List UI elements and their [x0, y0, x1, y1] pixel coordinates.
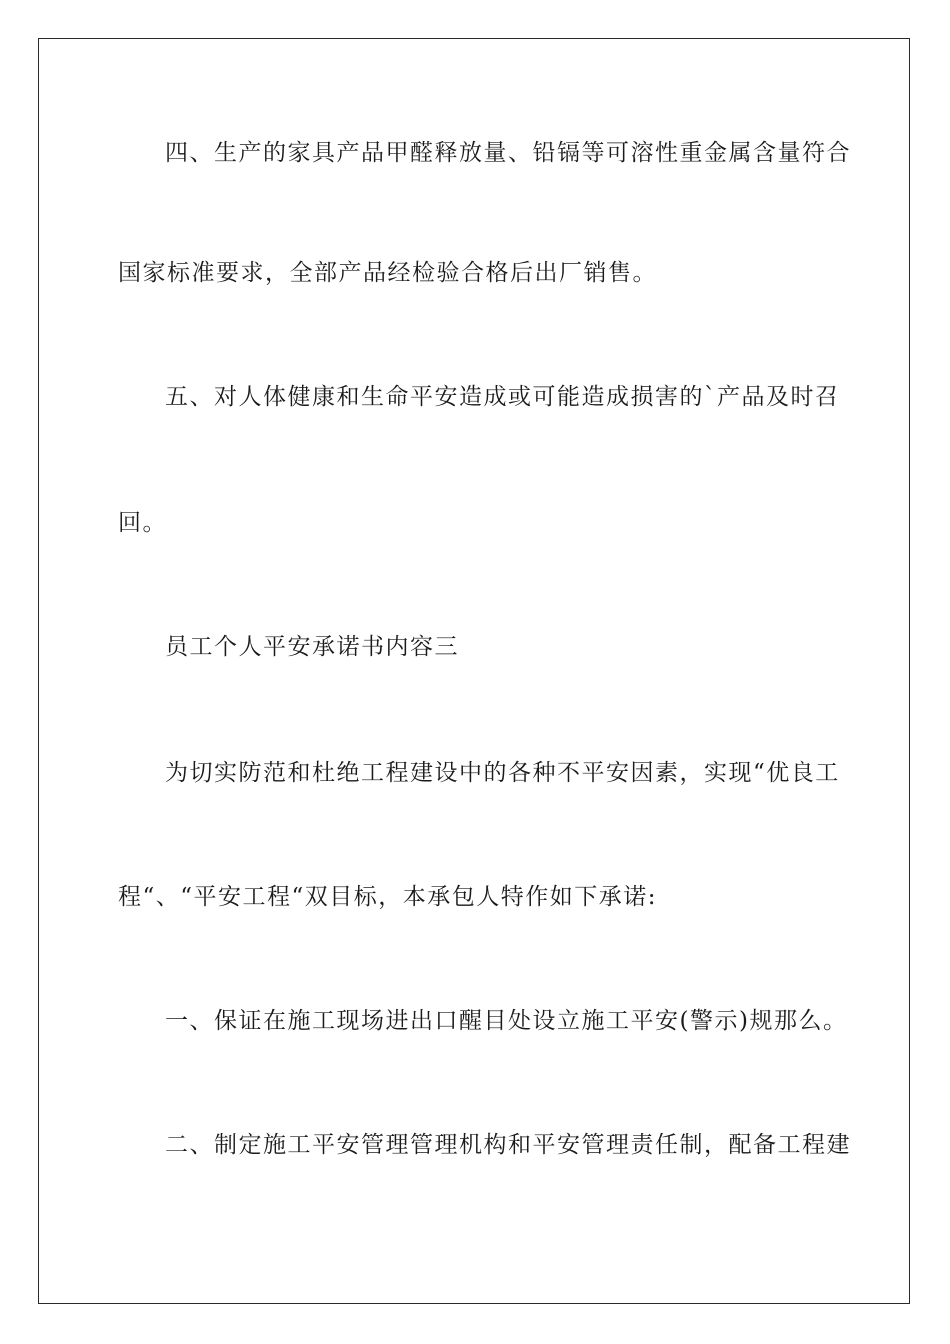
page-border — [38, 38, 910, 1304]
section-heading: 员工个人平安承诺书内容三 — [165, 634, 459, 660]
text-line: 回。 — [118, 510, 167, 536]
text-line: 一、保证在施工现场进出口醒目处设立施工平安(警示)规那么。 — [165, 1008, 848, 1034]
text-line: 程“、“平安工程“双目标，本承包人特作如下承诺: — [118, 884, 658, 910]
text-line: 五、对人体健康和生命平安造成或可能造成损害的`产品及时召 — [165, 384, 840, 410]
text-line: 国家标准要求，全部产品经检验合格后出厂销售。 — [118, 260, 657, 286]
text-line: 二、制定施工平安管理管理机构和平安管理责任制，配备工程建 — [165, 1132, 851, 1158]
text-line: 四、生产的家具产品甲醛释放量、铅镉等可溶性重金属含量符合 — [165, 140, 851, 166]
text-line: 为切实防范和杜绝工程建设中的各种不平安因素，实现“优良工 — [165, 760, 840, 786]
